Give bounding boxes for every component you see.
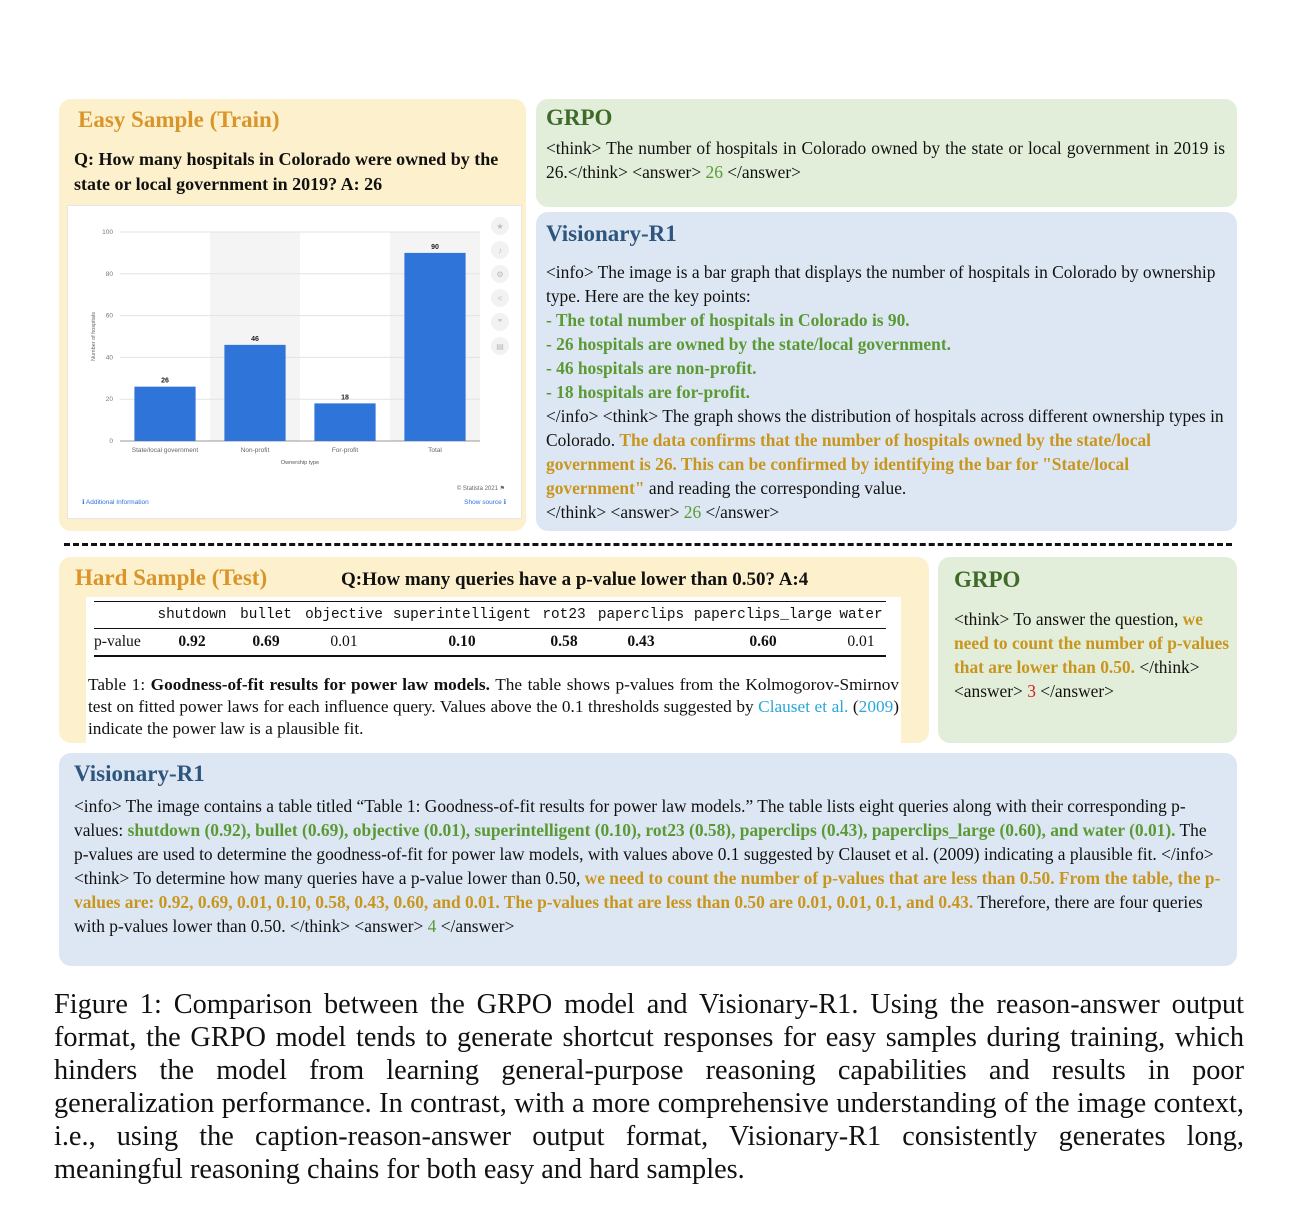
row-label: p-value	[94, 629, 152, 657]
figure-caption: Figure 1: Comparison between the GRPO model and Visionary-R1. Using the reason-answer output format, the GRPO model tends to generate shortcut responses for easy samples during training, which hinders the model from learning general-purpose reasoning capabilities and results in poor generalization performance. In contrast, with a more comprehensive understanding of the image context, i.e., using the caption-reason-answer output format, Visionary-R1 consistently generates long, meaningful reasoning chains for both easy and hard samples.	[54, 989, 1244, 1185]
table-header-cell: paperclips	[592, 602, 690, 629]
table-cell: 0.58	[536, 629, 592, 657]
pvalue-table-figure	[86, 597, 901, 743]
y-tick-label: 40	[105, 354, 113, 362]
hospital-bar-chart	[67, 205, 522, 519]
bar	[224, 345, 285, 441]
pvalue-table	[94, 601, 886, 657]
visionary-hard-title: Visionary-R1	[74, 761, 205, 786]
conclusion-text: Therefore, there are four queries with p-values lower than 0.50. </think> <answer>	[74, 892, 1203, 936]
grpo-hard-title: GRPO	[954, 567, 1021, 592]
chart-canvas	[68, 206, 521, 518]
key-point-item: - 46 hospitals are non-profit.	[546, 358, 757, 378]
think-text: </info> <think> The graph shows the distribution of hospitals across different ownership types in Colorado.	[546, 406, 1224, 450]
visionary-easy-answer: 26	[683, 502, 702, 522]
table-header-cell: rot23	[536, 602, 592, 629]
grpo-hard-panel	[938, 557, 1237, 743]
hard-sample-panel	[59, 557, 929, 743]
share-icon: <	[497, 294, 503, 303]
gear-icon: ⚙	[496, 270, 504, 279]
answer-open: </think> <answer>	[546, 502, 684, 522]
caption-body: The table shows p-values from the Kolmogorov-Smirnov test on fitted power laws for each influence query. Values above the 0.1 thresholds suggested by	[88, 675, 899, 716]
easy-sample-question: Q: How many hospitals in Colorado were owned by the state or local government in 2019? A: 26	[74, 149, 499, 194]
answer-close: </answer>	[1035, 681, 1114, 701]
caption-end: ) indicate the power law is a plausible fit.	[88, 697, 899, 738]
table-header-cell: paperclips_large	[690, 602, 836, 629]
grpo-hard-highlight: we need to count the number of p-values that are lower than 0.50.	[954, 609, 1230, 677]
table-row	[94, 629, 886, 657]
bar	[134, 387, 195, 441]
answer-open: <answer>	[954, 681, 1028, 701]
table-header-cell: shutdown	[152, 602, 232, 629]
grpo-easy-close: </answer>	[722, 162, 801, 182]
table-cell: 0.69	[232, 629, 300, 657]
grpo-easy-title: GRPO	[546, 105, 613, 130]
think-highlight: The data confirms that the number of hospitals owned by the state/local government is 26. This can be confirmed by identifying the bar for "State/local government"	[546, 430, 1151, 498]
think-text: The p-values are used to determine the goodness-of-fit for power law models, with values above 0.1 suggested by Clauset et al. (2009) indicating a plausible fit. </info> <think> To determine how many queries have a p-value lower than 0.50,	[74, 820, 1214, 888]
key-point-item: - 26 hospitals are owned by the state/local government.	[546, 334, 951, 354]
citation-paren: (	[848, 697, 859, 716]
grpo-easy-answer: 26	[705, 162, 723, 182]
visionary-hard-panel	[59, 753, 1237, 966]
visionary-hard-answer: 4	[427, 916, 437, 936]
table-cell: 0.01	[300, 629, 388, 657]
hard-sample-question: Q:How many queries have a p-value lower than 0.50? A:4	[341, 569, 809, 590]
table-header-cell: superintelligent	[388, 602, 536, 629]
grpo-easy-text: <think> The number of hospitals in Colorado owned by the state or local government in 2019 is 26.</think> <answer>	[546, 138, 1225, 182]
table-caption	[88, 674, 899, 740]
bar	[404, 253, 465, 441]
y-tick-label: 100	[102, 229, 113, 236]
grpo-hard-response	[954, 607, 1230, 703]
table-header-cell: objective	[300, 602, 388, 629]
table-cell: 0.43	[592, 629, 690, 657]
think-highlight: we need to count the number of p-values that are less than 0.50. From the table, the p-values are: 0.92, 0.69, 0.01, 0.10, 0.58, 0.43, 0.60, and 0.01. The p-values that are less than 0.50 are 0.01, 0.01, 0.1, and 0.43.	[74, 868, 1221, 912]
x-tick-label: Total	[428, 447, 442, 454]
statista-credit: © Statista 2021 ⚑	[456, 486, 505, 492]
x-tick-label: Non-profit	[240, 447, 270, 454]
visionary-hard-response	[74, 794, 1222, 938]
data-label: 18	[341, 394, 349, 402]
grpo-easy-response	[546, 136, 1225, 184]
visionary-easy-answer-line	[546, 500, 1231, 524]
grpo-hard-answer: 3	[1027, 681, 1036, 701]
y-axis-title: Number of hospitals	[91, 312, 97, 361]
additional-information-link: ℹ Additional Information	[82, 499, 149, 506]
y-tick-label: 60	[105, 312, 113, 320]
table-cell: 0.01	[836, 629, 886, 657]
hard-sample-title: Hard Sample (Test)	[75, 565, 268, 590]
table-header-cell: bullet	[232, 602, 300, 629]
data-label: 46	[251, 335, 259, 343]
info-highlight: shutdown (0.92), bullet (0.69), objective (0.01), superintelligent (0.10), rot23 (0.58), paperclips (0.43), paperclips_large (0.60), and water (0.01).	[127, 820, 1176, 840]
visionary-easy-think	[546, 404, 1231, 500]
citation-author-link[interactable]: Clauset et al.	[758, 697, 849, 716]
bar	[314, 403, 375, 441]
key-point-item: - 18 hospitals are for-profit.	[546, 382, 750, 402]
grpo-hard-text: <think> To answer the question,	[954, 609, 1183, 629]
caption-label: Table 1:	[88, 675, 151, 694]
visionary-easy-intro: <info> The image is a bar graph that displays the number of hospitals in Colorado by ownership type. Here are the key points:	[546, 262, 1216, 306]
y-tick-label: 20	[105, 396, 113, 404]
y-tick-label: 0	[109, 438, 113, 445]
table-header-cell: water	[836, 602, 886, 629]
x-tick-label: For-profit	[331, 447, 359, 454]
grpo-easy-panel	[536, 99, 1237, 207]
table-header-cell	[94, 602, 152, 629]
print-icon: ▤	[496, 342, 504, 351]
grpo-hard-think-close: </think>	[1134, 657, 1200, 677]
easy-sample-title: Easy Sample (Train)	[78, 107, 280, 132]
visionary-easy-response	[546, 260, 1231, 524]
citation-year-link[interactable]: 2009	[858, 697, 894, 716]
info-text: <info> The image contains a table titled “Table 1: Goodness-of-fit results for power law models.” The table lists eight queries along with their corresponding p-values:	[74, 796, 1186, 840]
show-source-link: Show source ℹ	[464, 499, 506, 506]
key-point-item: - The total number of hospitals in Colorado is 90.	[546, 310, 910, 330]
data-label: 26	[161, 377, 169, 385]
answer-close: </answer>	[436, 916, 515, 936]
section-divider	[64, 543, 1232, 546]
star-icon: ★	[496, 222, 504, 231]
think-text-end: and reading the corresponding value.	[644, 478, 907, 498]
bell-icon: ♪	[498, 246, 502, 255]
visionary-easy-title: Visionary-R1	[546, 221, 677, 246]
visionary-easy-panel	[536, 212, 1237, 531]
quote-icon: ❞	[497, 318, 503, 327]
x-axis-title: Ownership type	[280, 460, 320, 466]
x-tick-label: State/local government	[131, 447, 199, 454]
answer-close: </answer>	[701, 502, 780, 522]
data-label: 90	[431, 243, 439, 251]
table-cell: 0.10	[388, 629, 536, 657]
y-tick-label: 80	[105, 270, 113, 278]
caption-title: Goodness-of-fit results for power law models.	[150, 675, 490, 694]
table-cell: 0.92	[152, 629, 232, 657]
table-cell: 0.60	[690, 629, 836, 657]
easy-sample-panel	[59, 99, 526, 531]
table-header-row	[94, 602, 886, 629]
